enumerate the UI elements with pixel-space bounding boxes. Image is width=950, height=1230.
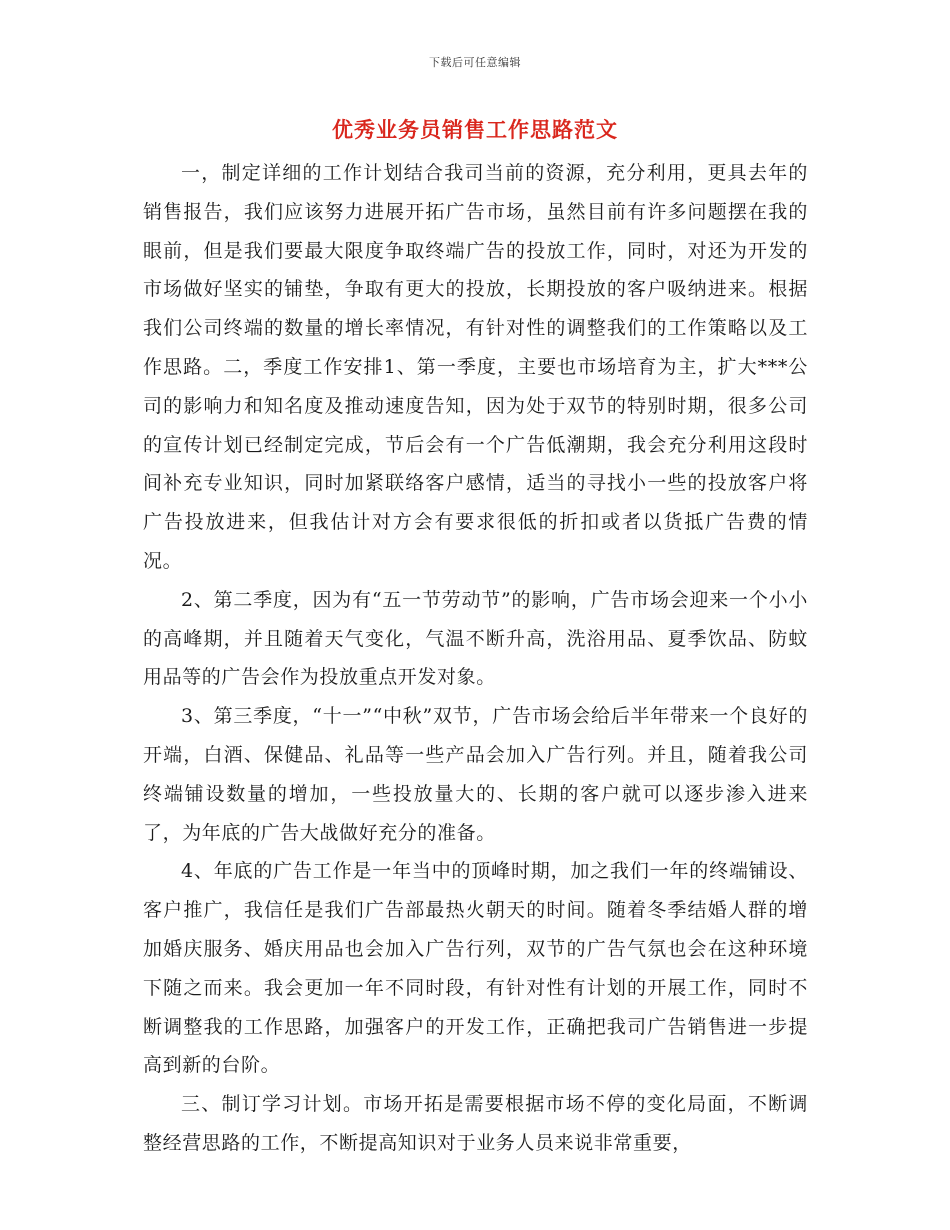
paragraph-1: 一，制定详细的工作计划结合我司当前的资源，充分利用，更具去年的销售报告，我们应该努力进展开拓广告市场，虽然目前有许多问题摆在我的眼前，但是我们要最大限度争取终端广告的投放工作，同时，对还为开发的市场做好坚实的铺垫，争取有更大的投放，长期投放的客户吸纳进来。根据我们公司终端的数量的增长率情况，有针对性的调整我们的工作策略以及工作思路。二，季度工作安排1、第一季度，主要也市场培育为主，扩大***公司的影响力和知名度及推动速度告知，因为处于双节的特别时期，很多公司的宣传计划已经制定完成，节后会有一个广告低潮期，我会充分利用这段时间补充专业知识，同时加紧联络客户感情，适当的寻找小一些的投放客户将广告投放进来，但我估计对方会有要求很低的折扣或者以货抵广告费的情况。 <box>143 162 808 572</box>
header-note: 下载后可任意编辑 <box>429 56 521 69</box>
paragraph-4: 4、年底的广告工作是一年当中的顶峰时期，加之我们一年的终端铺设、客户推广，我信任是我们广告部最热火朝天的时间。随着冬季结婚人群的增加婚庆服务、婚庆用品也会加入广告行列，双节的广告气氛也会在这种环境下随之而来。我会更加一年不同时段，有针对性有计划的开展工作，同时不断调整我的工作思路，加强客户的开发工作，正确把我司广告销售进一步提高到新的台阶。 <box>143 860 808 1077</box>
document-title: 优秀业务员销售工作思路范文 <box>332 117 618 142</box>
paragraph-3: 3、第三季度，“十一”“中秋”双节，广告市场会给后半年带来一个良好的开端，白酒、保健品、礼品等一些产品会加入广告行列。并且，随着我公司终端铺设数量的增加，一些投放量大的、长期的客户就可以逐步渗入进来了，为年底的广告大战做好充分的准备。 <box>143 705 808 844</box>
paragraph-2: 2、第二季度，因为有“五一节劳动节”的影响，广告市场会迎来一个小小的高峰期，并且随着天气变化，气温不断升高，洗浴用品、夏季饮品、防蚊用品等的广告会作为投放重点开发对象。 <box>143 588 808 689</box>
paragraph-5: 三、制订学习计划。市场开拓是需要根据市场不停的变化局面，不断调整经营思路的工作，不断提高知识对于业务人员来说非常重要， <box>143 1093 808 1154</box>
document-body <box>143 154 808 1163</box>
